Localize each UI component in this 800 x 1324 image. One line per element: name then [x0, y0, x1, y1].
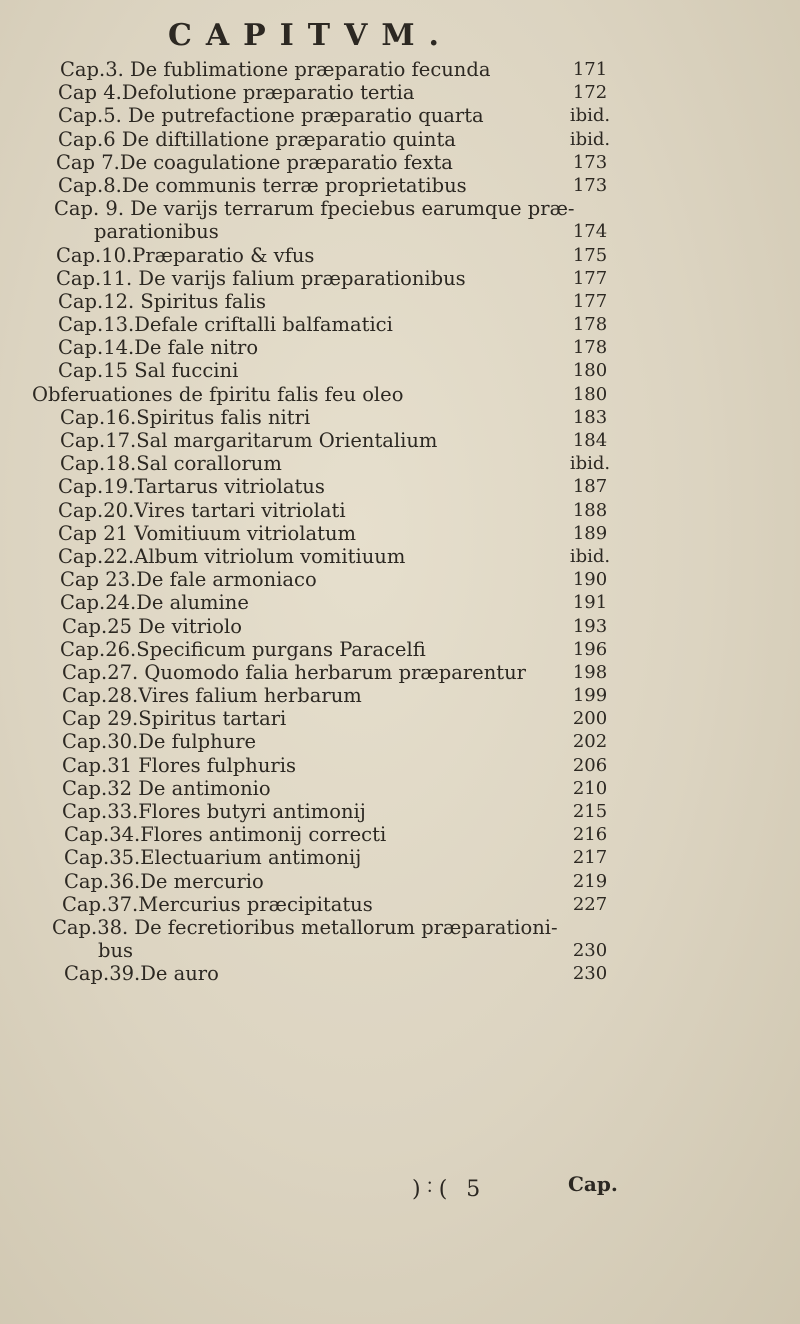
- toc-entry-title: Cap.26.Specificum purgans Paracelfi: [60, 637, 426, 661]
- toc-entry-title: Cap.33.Flores butyri antimonij: [62, 800, 366, 823]
- toc-entry-title: Cap 4.Defolutione præparatio tertia: [58, 81, 415, 105]
- catchword: Cap.: [568, 1172, 618, 1196]
- signature-mark: )˸( 5: [412, 1177, 487, 1202]
- toc-entry-page: 216: [572, 824, 608, 846]
- toc-entry-title: Cap.34.Flores antimonij correcti: [64, 823, 387, 847]
- toc-entry-title: Cap.38. De fecretioribus metallorum præparationi-: [52, 915, 558, 939]
- toc-entry: [0, 870, 800, 893]
- toc-entry: [0, 916, 800, 939]
- toc-entry: [0, 661, 800, 684]
- toc-entry-title: Cap.15 Sal fuccini: [58, 359, 239, 383]
- toc-entry: [0, 104, 800, 127]
- toc-entry-page: 215: [572, 801, 608, 822]
- toc-entry-page: 206: [572, 754, 608, 776]
- toc-entry-title: Cap.25 De vitriolo: [62, 614, 242, 638]
- toc-entry: [0, 962, 800, 985]
- toc-entry-page: 202: [572, 731, 608, 753]
- toc-entry-title: Cap.8.De communis terræ proprietatibus: [58, 173, 467, 197]
- toc-entry-page: 193: [572, 615, 608, 637]
- toc-entry-page: 230: [572, 963, 608, 985]
- toc-entry-page: ibid.: [569, 105, 611, 127]
- toc-entry-title: Cap.36.De mercurio: [64, 869, 264, 893]
- toc-entry: [0, 383, 800, 406]
- toc-entry: [0, 568, 800, 591]
- toc-entry-title: Cap.10.Præparatio & vfus: [56, 243, 315, 267]
- toc-entry-page: 199: [572, 685, 608, 707]
- toc-entry-page: 190: [572, 569, 608, 591]
- toc-entry: [0, 290, 800, 313]
- toc-entry-title: Cap 7.De coagulatione præparatio fexta: [56, 150, 453, 174]
- toc-entry: [0, 406, 800, 429]
- toc-entry-title: parationibus: [94, 220, 219, 244]
- toc-entry-page: 196: [572, 638, 608, 660]
- toc-entry: [0, 754, 800, 777]
- toc-entry: [0, 81, 800, 104]
- toc-entry: [0, 220, 800, 243]
- toc-entry-page: 177: [572, 267, 608, 289]
- toc-entry: [0, 58, 800, 81]
- toc-entry-title: bus: [98, 939, 134, 963]
- toc-entry-page: 180: [572, 383, 608, 405]
- toc-entry: [0, 336, 800, 359]
- toc-entry: [0, 939, 800, 962]
- toc-entry-title: Cap.31 Flores fulphuris: [62, 753, 296, 777]
- toc-entry: [0, 545, 800, 568]
- toc-entry-title: Cap.22.Album vitriolum vomitiuum: [58, 544, 406, 568]
- toc-entry-page: 172: [572, 82, 608, 104]
- toc-entry-title: Cap 29.Spiritus tartari: [62, 707, 287, 731]
- toc-entry-title: Cap.37.Mercurius præcipitatus: [62, 892, 373, 916]
- toc-entry-page: 188: [572, 499, 608, 521]
- toc-entry-title: Cap.6 De diftillatione præparatio quinta: [58, 127, 456, 151]
- toc-entry-page: ibid.: [569, 128, 611, 150]
- toc-entry: [0, 522, 800, 545]
- toc-entry: [0, 151, 800, 174]
- toc-entry-title: Cap.3. De fublimatione præparatio fecunda: [60, 58, 491, 81]
- toc-entry-title: Cap.14.De fale nitro: [58, 336, 259, 360]
- toc-entry-page: 227: [572, 893, 608, 915]
- toc-entry-page: 217: [572, 847, 608, 869]
- page-heading: CAPITVM.: [168, 18, 453, 53]
- toc-entry-title: Cap.28.Vires falium herbarum: [62, 684, 362, 708]
- toc-entry-title: Cap.32 De antimonio: [62, 776, 271, 800]
- toc-entry: [0, 615, 800, 638]
- toc-entry: [0, 707, 800, 730]
- toc-entry: [0, 244, 800, 267]
- toc-entry: [0, 313, 800, 336]
- toc-entry-page: 177: [572, 290, 608, 312]
- toc-entry-title: Cap.16.Spiritus falis nitri: [60, 405, 311, 429]
- toc-entry-title: Cap.18.Sal corallorum: [60, 452, 282, 476]
- toc-entry: [0, 893, 800, 916]
- toc-entry: [0, 452, 800, 475]
- toc-entry: [0, 197, 800, 220]
- toc-entry: [0, 174, 800, 197]
- toc-entry-title: Cap.20.Vires tartari vitriolati: [58, 498, 346, 522]
- toc-entry-title: Cap.19.Tartarus vitriolatus: [58, 475, 325, 499]
- toc-entry: [0, 638, 800, 661]
- toc-entry: [0, 846, 800, 869]
- toc-entry-title: Cap 21 Vomitiuum vitriolatum: [58, 521, 357, 545]
- toc-entry-page: 178: [572, 337, 608, 359]
- toc-entry-page: 184: [572, 430, 608, 451]
- toc-entry-page: 219: [572, 870, 608, 892]
- toc-entry: [0, 359, 800, 382]
- toc-entry-title: Cap.39.De auro: [64, 962, 219, 986]
- toc-entry-page: 189: [572, 522, 608, 544]
- toc-entry-page: 183: [572, 406, 608, 428]
- toc-entry: [0, 591, 800, 614]
- toc-entry-page: 191: [572, 592, 608, 614]
- toc-entry: [0, 823, 800, 846]
- toc-entry-page: 210: [572, 777, 608, 799]
- toc-entry-page: 198: [572, 661, 608, 683]
- toc-entry: [0, 429, 800, 452]
- toc-entry-page: ibid.: [569, 545, 611, 567]
- toc-entry-title: Cap 23.De fale armoniaco: [60, 568, 317, 592]
- toc-entry-page: 200: [572, 708, 608, 730]
- toc-entry-title: Cap.24.De alumine: [60, 591, 249, 615]
- toc-entry-page: 230: [572, 940, 608, 962]
- toc-entry-title: Cap.12. Spiritus falis: [58, 289, 266, 313]
- toc-entry-page: 173: [572, 151, 608, 173]
- toc-entry-title: Cap.5. De putrefactione præparatio quarta: [58, 104, 484, 128]
- table-of-contents: [0, 58, 800, 986]
- toc-entry-page: 174: [572, 221, 608, 243]
- toc-entry-title: Cap.30.De fulphure: [62, 730, 257, 754]
- toc-entry-title: Cap.27. Quomodo falia herbarum præparentur: [62, 660, 526, 684]
- toc-entry-page: 178: [572, 314, 608, 336]
- toc-entry-title: Obferuationes de fpiritu falis feu oleo: [32, 382, 404, 406]
- toc-entry: [0, 777, 800, 800]
- toc-entry: [0, 475, 800, 498]
- toc-entry-title: Cap. 9. De varijs terrarum fpeciebus earumque præ-: [54, 197, 575, 221]
- toc-entry: [0, 730, 800, 753]
- toc-entry-page: 175: [572, 244, 608, 266]
- toc-entry-page: ibid.: [569, 453, 611, 475]
- toc-entry-title: Cap.13.Defale criftalli balfamatici: [58, 313, 393, 337]
- toc-entry-page: 173: [572, 174, 608, 196]
- toc-entry-title: Cap.17.Sal margaritarum Orientalium: [60, 429, 438, 452]
- toc-entry: [0, 128, 800, 151]
- toc-entry-page: 171: [572, 59, 608, 80]
- toc-entry-page: 180: [572, 360, 608, 382]
- toc-entry: [0, 684, 800, 707]
- toc-entry-page: 187: [572, 476, 608, 498]
- toc-entry: [0, 499, 800, 522]
- toc-entry-title: Cap.11. De varijs falium præparationibus: [56, 266, 466, 290]
- toc-entry-title: Cap.35.Electuarium antimonij: [64, 846, 362, 870]
- toc-entry: [0, 800, 800, 823]
- toc-entry: [0, 267, 800, 290]
